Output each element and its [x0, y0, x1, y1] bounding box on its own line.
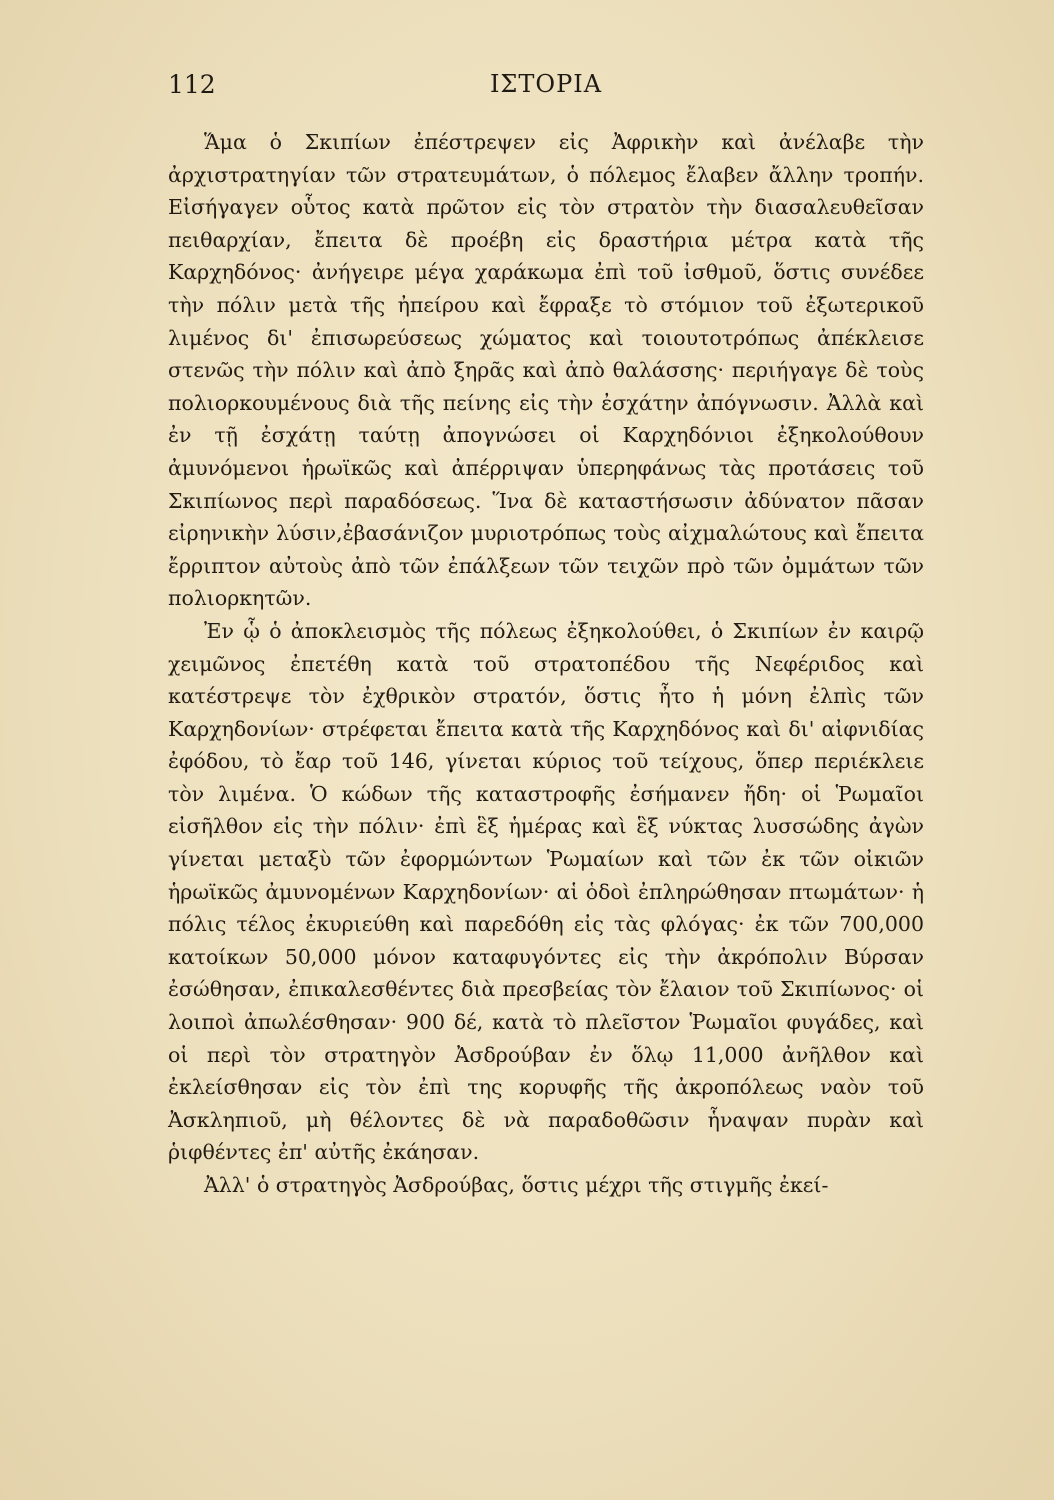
page-header — [168, 70, 924, 110]
body-text — [168, 126, 924, 1202]
page-number: 112 — [168, 70, 216, 99]
paragraph: Ἐν ᾧ ὁ ἀποκλεισμὸς τῆς πόλεως ἐξηκολούθει, ὁ Σκιπίων ἐν καιρῷ χειμῶνος ἐπετέθη κατὰ τοῦ στρατοπέδου τῆς Νεφέριδος καὶ κατέστρεψε τὸν ἐχθρικὸν στρατόν, ὅστις ἦτο ἡ μόνη ἐλπὶς τῶν Καρχηδονίων· στρέφεται ἔπειτα κατὰ τῆς Καρχηδόνος καὶ δι' αἰφνιδίας ἐφόδου, τὸ ἔαρ τοῦ 146, γίνεται κύριος τοῦ τείχους, ὅπερ περιέκλειε τὸν λιμένα. Ὁ κώδων τῆς καταστροφῆς ἐσήμανεν ἤδη· οἱ Ῥωμαῖοι εἰσῆλθον εἰς τὴν πόλιν· ἐπὶ ἓξ ἡμέρας καὶ ἓξ νύκτας λυσσώδης ἀγὼν γίνεται μεταξὺ τῶν ἐφορμώντων Ῥωμαίων καὶ τῶν ἐκ τῶν οἰκιῶν ἡρωϊκῶς ἀμυνομένων Καρχηδονίων· αἱ ὁδοὶ ἐπληρώθησαν πτωμάτων· ἡ πόλις τέλος ἐκυριεύθη καὶ παρεδόθη εἰς τὰς φλόγας· ἐκ τῶν 700,000 κατοίκων 50,000 μόνον καταφυγόντες εἰς τὴν ἀκρόπολιν Βύρσαν ἐσώθησαν, ἐπικαλεσθέντες διὰ πρεσβείας τὸν ἔλαιον τοῦ Σκιπίωνος· οἱ λοιποὶ ἀπωλέσθησαν· 900 δέ, κατὰ τὸ πλεῖστον Ῥωμαῖοι φυγάδες, καὶ οἱ περὶ τὸν στρατηγὸν Ἀσδρούβαν ἐν ὅλῳ 11,000 ἀνῆλθον καὶ ἐκλείσθησαν εἰς τὸν ἐπὶ της κορυφῆς τῆς ἀκροπόλεως ναὸν τοῦ Ἀσκληπιοῦ, μὴ θέλοντες δὲ νὰ παραδοθῶσιν ἧναψαν πυρὰν καὶ ῥιφθέντες ἐπ' αὐτῆς ἐκάησαν. — [168, 618, 924, 1165]
paragraph: Ἀλλ' ὁ στρατηγὸς Ἀσδρούβας, ὅστις μέχρι τῆς στιγμῆς ἐκεί- — [204, 1173, 829, 1197]
running-title: ΙΣΤΟΡΙΑ — [489, 70, 603, 98]
paragraph: Ἅμα ὁ Σκιπίων ἐπέστρεψεν εἰς Ἀφρικὴν καὶ ἀνέλαβε τὴν ἀρχιστρατηγίαν τῶν στρατευμάτων, ὁ πόλεμος ἔλαβεν ἄλλην τροπήν. Εἰσήγαγεν οὗτος κατὰ πρῶτον εἰς τὸν στρατὸν τὴν διασαλευθεῖσαν πειθαρχίαν, ἔπειτα δὲ προέβη εἰς δραστήρια μέτρα κατὰ τῆς Καρχηδόνος· ἀνήγειρε μέγα χαράκωμα ἐπὶ τοῦ ἰσθμοῦ, ὅστις συνέδεε τὴν πόλιν μετὰ τῆς ἠπείρου καὶ ἔφραξε τὸ στόμιον τοῦ ἐξωτερικοῦ λιμένος δι' ἐπισωρεύσεως χώματος καὶ τοιουτοτρόπως ἀπέκλεισε στενῶς τὴν πόλιν καὶ ἀπὸ ξηρᾶς καὶ ἀπὸ θαλάσσης· περιήγαγε δὲ τοὺς πολιορκουμένους διὰ τῆς πείνης εἰς τὴν ἐσχάτην ἀπόγνωσιν. Ἀλλὰ καὶ ἐν τῇ ἐσχάτῃ ταύτῃ ἀπογνώσει οἱ Καρχηδόνιοι ἐξηκολούθουν ἀμυνόμενοι ἡρωϊκῶς καὶ ἀπέρριψαν ὑπερηφάνως τὰς προτάσεις τοῦ Σκιπίωνος περὶ παραδόσεως. Ἵνα δὲ καταστήσωσιν ἀδύνατον πᾶσαν εἰρηνικὴν λύσιν,ἐβασάνιζον μυριοτρόπως τοὺς αἰχμαλώτους καὶ ἔπειτα ἔρριπτον αὐτοὺς ἀπὸ τῶν ἐπάλξεων τῶν τειχῶν πρὸ τῶν ὀμμάτων τῶν πολιορκητῶν. — [168, 130, 924, 611]
